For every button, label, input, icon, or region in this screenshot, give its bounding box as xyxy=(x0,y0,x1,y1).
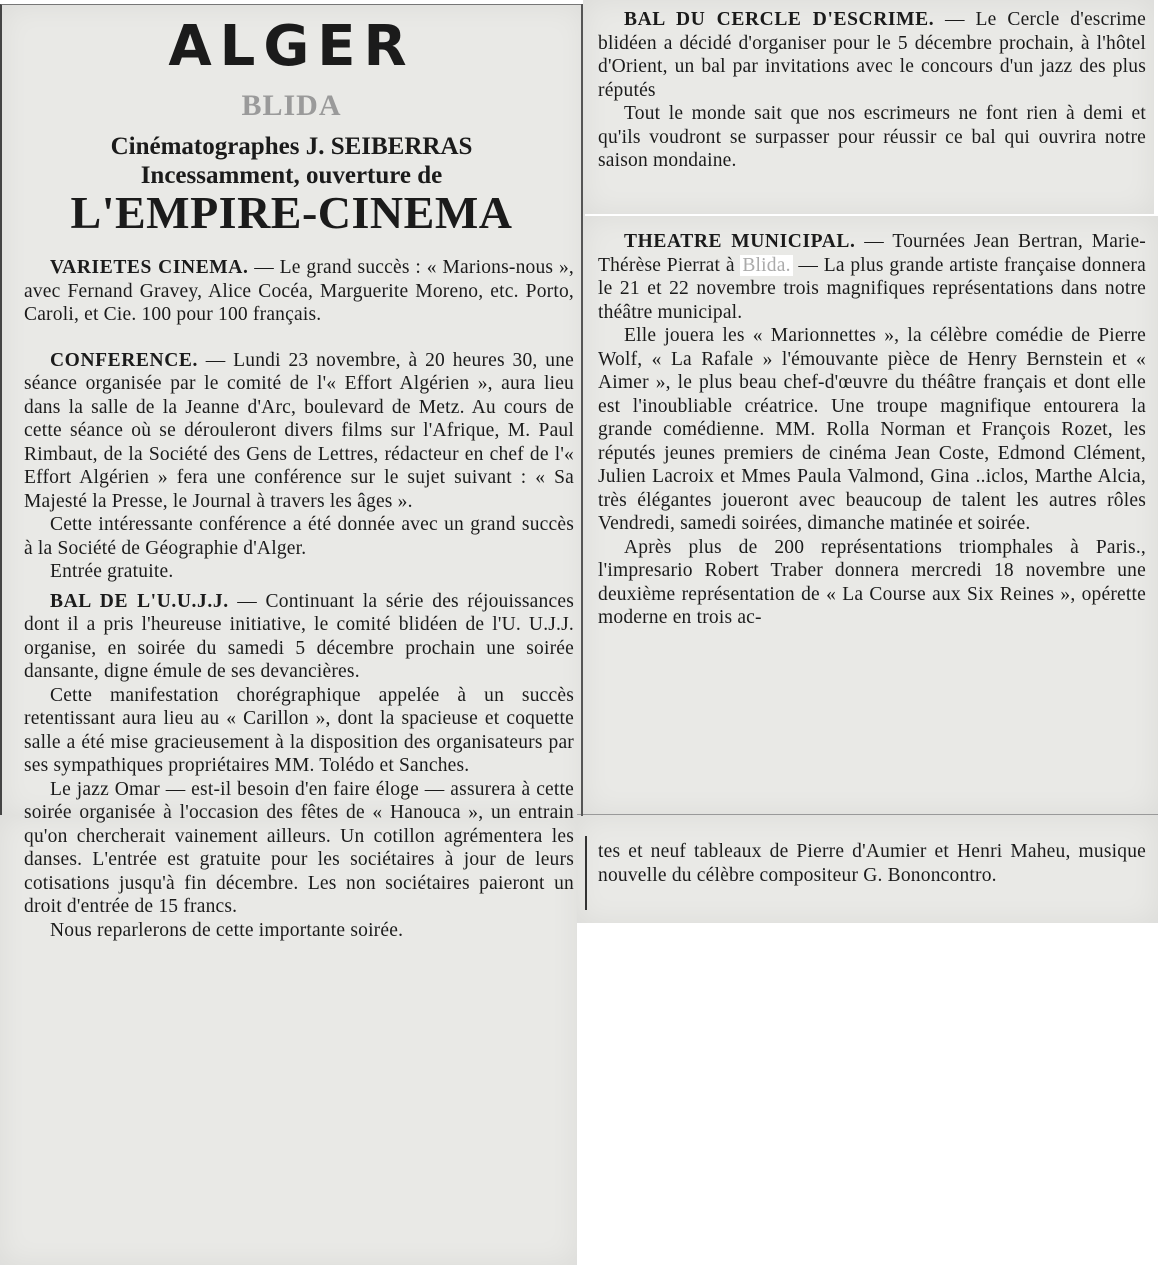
right-column-middle-text xyxy=(598,230,1146,630)
column-rule xyxy=(585,836,587,910)
bal-uujj-paragraph-2: Cette manifestation chorégraphique appelée à un succès retentissant aura lieu au « Carillon », dont la spacieuse et coquette salle a été mise gracieusement à la disposition des organisateurs par ses sympathiques propriétaires MM. Tolédo et Sanches. xyxy=(24,684,574,776)
subheading-line-2: Incessamment, ouverture de xyxy=(140,162,443,189)
varietes-lead: VARIETES CINEMA. xyxy=(50,257,249,278)
bal-escrime-paragraph: BAL DU CERCLE D'ESCRIME. — Le Cercle d'escrime blidéen a décidé d'organiser pour le 5 décembre prochain, à l'hôtel d'Orient, un bal par invitations avec le concours d'un jazz des plus réputés xyxy=(598,9,1146,101)
theatre-paragraph-2: Elle jouera les « Marionnettes », la célèbre comédie de Pierre Wolf, « La Rafale » l'émouvante pièce de Henry Bernstein et « Aimer », le plus beau chef-d'œuvre du théâtre français et dont elle est l'inoubliable créatrice. Une troupe magnifique entourera la grande comédienne. MM. Rolla Norman et François Rozet, les réputés jeunes premiers de cinéma Jean Coste, Edmond Clément, Julien Lacroix et Mmes Paula Valmond, Gina ..iclos, Marthe Alcia, très élégantes joueront avec beaucoup de talent les autres rôles Vendredi, samedi soirées, dimanche matinée et soirée. xyxy=(598,325,1146,534)
left-column-text xyxy=(24,256,574,942)
varietes-paragraph: VARIETES CINEMA. — Le grand succès : « Marions-nous », avec Fernand Gravey, Alice Cocéa, Marguerite Moreno, etc. Porto, Caroli, et Cie. 100 pour 100 français. xyxy=(24,257,574,325)
conference-paragraph-2: Cette intéressante conférence a été donnée avec un grand succès à la Société de Géographie d'Alger. xyxy=(24,514,574,559)
right-column-top-text xyxy=(598,8,1146,173)
theatre-paragraph: THEATRE MUNICIPAL. — Tournées Jean Bertran, Marie-Thérèse Pierrat à Blida. — La plus grande artiste française donnera le 21 et 22 novembre trois magnifiques représentations dans notre théâtre municipal. xyxy=(598,231,1146,323)
town-heading: BLIDA xyxy=(241,89,342,122)
conference-lead: CONFERENCE. xyxy=(50,349,198,371)
column-rule xyxy=(581,4,583,816)
conference-paragraph-3: Entrée gratuite. xyxy=(50,561,174,582)
bal-uujj-paragraph-4: Nous reparlerons de cette importante soirée. xyxy=(50,919,404,941)
bal-uujj-lead: BAL DE L'U.U.J.J. xyxy=(50,590,229,612)
theatre-paragraph-4: tes et neuf tableaux de Pierre d'Aumier et Henri Maheu, musique nouvelle du célèbre compositeur G. Bononcontro. xyxy=(598,841,1146,886)
conference-paragraph: CONFERENCE. — Lundi 23 novembre, à 20 heures 30, une séance organisée par le comité de l'« Effort Algérien », aura lieu dans la salle de la Jeanne d'Arc, boulevard de Metz. Au cours de cette séance où se dérouleront divers films sur l'Afrique, M. Paul Rimbaut, de la Société des Gens de Lettres, rédacteur en chef de l'« Effort Algérien » fera une conférence sur le sujet suivant : « Sa Majesté la Presse, le Journal à travers les âges ». xyxy=(24,349,574,512)
highlighted-word: Blida. xyxy=(742,254,791,276)
bal-uujj-paragraph-3: Le jazz Omar — est-il besoin d'en faire éloge — assurera à cette soirée organisée à l'occasion des fêtes de « Hanouca », un entrain qu'on chercherait vainement ailleurs. Un cotillon agrémentera les danses. L'entrée est gratuite pour les sociétaires à jour de leurs cotisations jusqu'à fin décembre. Les non sociétaires paieront un droit d'entrée de 15 francs. xyxy=(24,778,574,917)
subheading-line-1: Cinématographes J. SEIBERRAS xyxy=(110,133,473,160)
theatre-paragraph-3: Après plus de 200 représentations triomphales à Paris., l'impresario Robert Traber donnera mercredi 18 novembre une deuxième représentation de « La Course aux Six Reines », opérette moderne en trois ac- xyxy=(598,536,1146,628)
theatre-lead: THEATRE MUNICIPAL. xyxy=(624,231,856,252)
right-column-bottom-text xyxy=(598,840,1146,887)
bal-escrime-lead: BAL DU CERCLE D'ESCRIME. xyxy=(624,9,935,30)
cinema-subheading xyxy=(0,132,583,190)
bal-escrime-paragraph-2: Tout le monde sait que nos escrimeurs ne font rien à demi et qu'ils voudront se surpasser pour réussir ce bal qui ouvrira notre saison mondaine. xyxy=(598,103,1146,171)
bal-uujj-paragraph: BAL DE L'U.U.J.J. — Continuant la série des réjouissances dont il a pris l'heureuse initiative, le comité blidéen de l'U. U.J.J. organise, en soirée du samedi 5 décembre prochain une soirée dansante, digne émule de ses devancières. xyxy=(24,590,574,682)
city-heading: ALGER xyxy=(168,14,415,79)
empire-cinema-title: L'EMPIRE-CINEMA xyxy=(70,187,513,238)
